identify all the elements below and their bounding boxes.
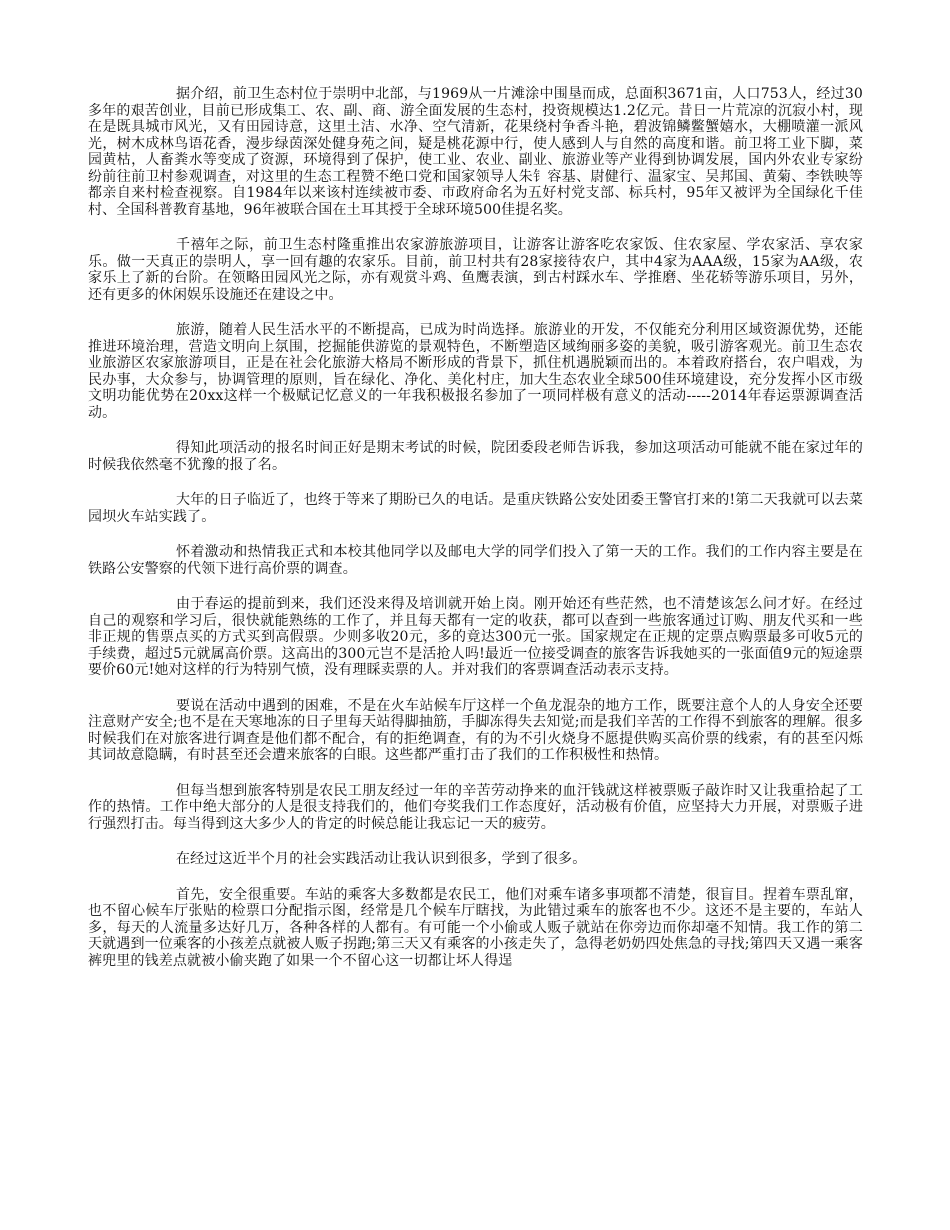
paragraph-registration: 得知此项活动的报名时间正好是期末考试的时候，院团委段老师告诉我，参加这项活动可能就不能在家过年的时候我依然毫不犹豫的报了名。 xyxy=(88,440,863,473)
paragraph-difficulties: 要说在活动中遇到的困难，不是在火车站候车厅这样一个鱼龙混杂的地方工作，既要注意个人的人身安全还要注意财产安全;也不是在天寒地冻的日子里每天站得脚抽筋，手脚冻得失去知觉;而是我们辛苦的工作得不到旅客的理解。很多时候我们在对旅客进行调查是他们都不配合，有的拒绝调查，有的为不引火烧身不愿提供购买高价票的线索，有的甚至闪烁其词故意隐瞒，有时甚至还会遭来旅客的白眼。这些都严重打击了我们的工作积极性和热情。 xyxy=(88,697,863,763)
paragraph-work-experience: 由于春运的提前到来，我们还没来得及培训就开始上岗。刚开始还有些茫然，也不清楚该怎么问才好。在经过自己的观察和学习后，很快就能熟练的工作了，并且每天都有一定的收获，都可以查到一些旅客通过订购、朋友代买和一些非正规的售票点买的方式买到高假票。少则多收20元，多的竟达300元一张。国家规定在正规的定票点购票最多可收5元的手续费，超过5元就属高价票。这高出的300元岂不是活抢人吗!最近一位接受调查的旅客告诉我她买的一张面值9元的短途票要价60元!她对这样的行为特别气愤，没有理睬卖票的人。并对我们的客票调查活动表示支持。 xyxy=(88,596,863,678)
paragraph-farm-tourism: 千禧年之际，前卫生态村隆重推出农家游旅游项目，让游客让游客吃农家饭、住农家屋、学农家活、享农家乐。做一天真正的崇明人，享一回有趣的农家乐。目前，前卫村共有28家接待农户，其中4家为AAA级，15家为AA级，农家乐上了新的台阶。在领略田园风光之际，亦有观赏斗鸡、鱼鹰表演，到古村踩水车、学推磨、坐花轿等游乐项目，另外，还有更多的休闲娱乐设施还在建设之中。 xyxy=(88,237,863,303)
document-page xyxy=(88,86,863,969)
paragraph-summary: 在经过这近半个月的社会实践活动让我认识到很多，学到了很多。 xyxy=(176,851,587,867)
paragraph-intro-village: 据介绍，前卫生态村位于崇明中北部，与1969从一片滩涂中围垦而成，总面积3671亩，人口753人，经过30多年的艰苦创业，目前已形成集工、农、副、商、游全面发展的生态村，投资规模达1.2亿元。昔日一片荒凉的沉寂小村，现在是既具城市风光，又有田园诗意，这里土洁、水净、空气清新，花果绕村争香斗艳，碧波锦鳞鳖蟹嬉水，大棚喷灌一派风光，树木成林鸟语花香，漫步绿茵深处健身苑之间，疑是桃花源中行，使人感到人与自然的高度和谐。前卫将工业下脚，菜园黄枯，人畜粪水等变成了资源，环境得到了保护，使工业、农业、副业、旅游业等产业得到协调发展，国内外农业专家纷纷前往前卫村参观调查，对这里的生态工程赞不绝口党和国家领导人朱钅容基、尉健行、温家宝、吴邦国、黄菊、李铁映等都亲自来村检查视察。自1984年以来该村连续被市委、市政府命名为五好村党支部、标兵村，95年又被评为全国绿化千佳村、全国科普教育基地，96年被联合国在土耳其授于全球环境500佳提名奖。 xyxy=(88,86,863,218)
paragraph-tourism-development: 旅游，随着人民生活水平的不断提高，已成为时尚选择。旅游业的开发，不仅能充分利用区域资源优势，还能推进环境治理，营造文明向上氛围，挖掘能供游览的景观特色，不断塑造区域绚丽多姿的美貌，吸引游客观光。前卫生态农业旅游区农家旅游项目，正是在社会化旅游大格局不断形成的背景下，抓住机遇脱颖而出的。本着政府搭台，农户唱戏，为民办事，大众参与，协调管理的原则，旨在绿化、净化、美化村庄，加大生态农业全球500佳环境建设，充分发挥小区市级文明功能优势在20xx这样一个极赋记忆意义的一年我积极报名参加了一项同样极有意义的活动-----2014年春运票源调查活动。 xyxy=(88,322,863,421)
paragraph-phone-call: 大年的日子临近了，也终于等来了期盼已久的电话。是重庆铁路公安处团委王警官打来的!第二天我就可以去菜园坝火车站实践了。 xyxy=(88,492,863,525)
paragraph-motivation: 但每当想到旅客特别是农民工朋友经过一年的辛苦劳动挣来的血汗钱就这样被票贩子敲诈时又让我重拾起了工作的热情。工作中绝大部分的人是很支持我们的，他们夸奖我们工作态度好，活动极有价值，应坚持大力开展，对票贩子进行强烈打击。每当得到这大多少人的肯定的时候总能让我忘记一天的疲劳。 xyxy=(88,782,863,832)
paragraph-safety: 首先，安全很重要。车站的乘客大多数都是农民工，他们对乘车诸多事项都不清楚，很盲目。捏着车票乱窜，也不留心候车厅张贴的检票口分配指示图，经常是几个候车厅瞎找，为此错过乘车的旅客也不少。这还不是主要的，车站人多，每天的人流量多达好几万，各种各样的人都有。有可能一个小偷或人贩子就站在你旁边而你却毫不知情。我工作的第二天就遇到一位乘客的小孩差点就被人贩子拐跑;第三天又有乘客的小孩走失了，急得老奶奶四处焦急的寻找;第四天又遇一乘客裤兜里的钱差点就被小偷夹跑了如果一个不留心这一切都让坏人得逞 xyxy=(88,886,863,969)
paragraph-first-day: 怀着激动和热情我正式和本校其他同学以及邮电大学的同学们投入了第一天的工作。我们的工作内容主要是在铁路公安警察的代领下进行高价票的调查。 xyxy=(88,544,863,577)
